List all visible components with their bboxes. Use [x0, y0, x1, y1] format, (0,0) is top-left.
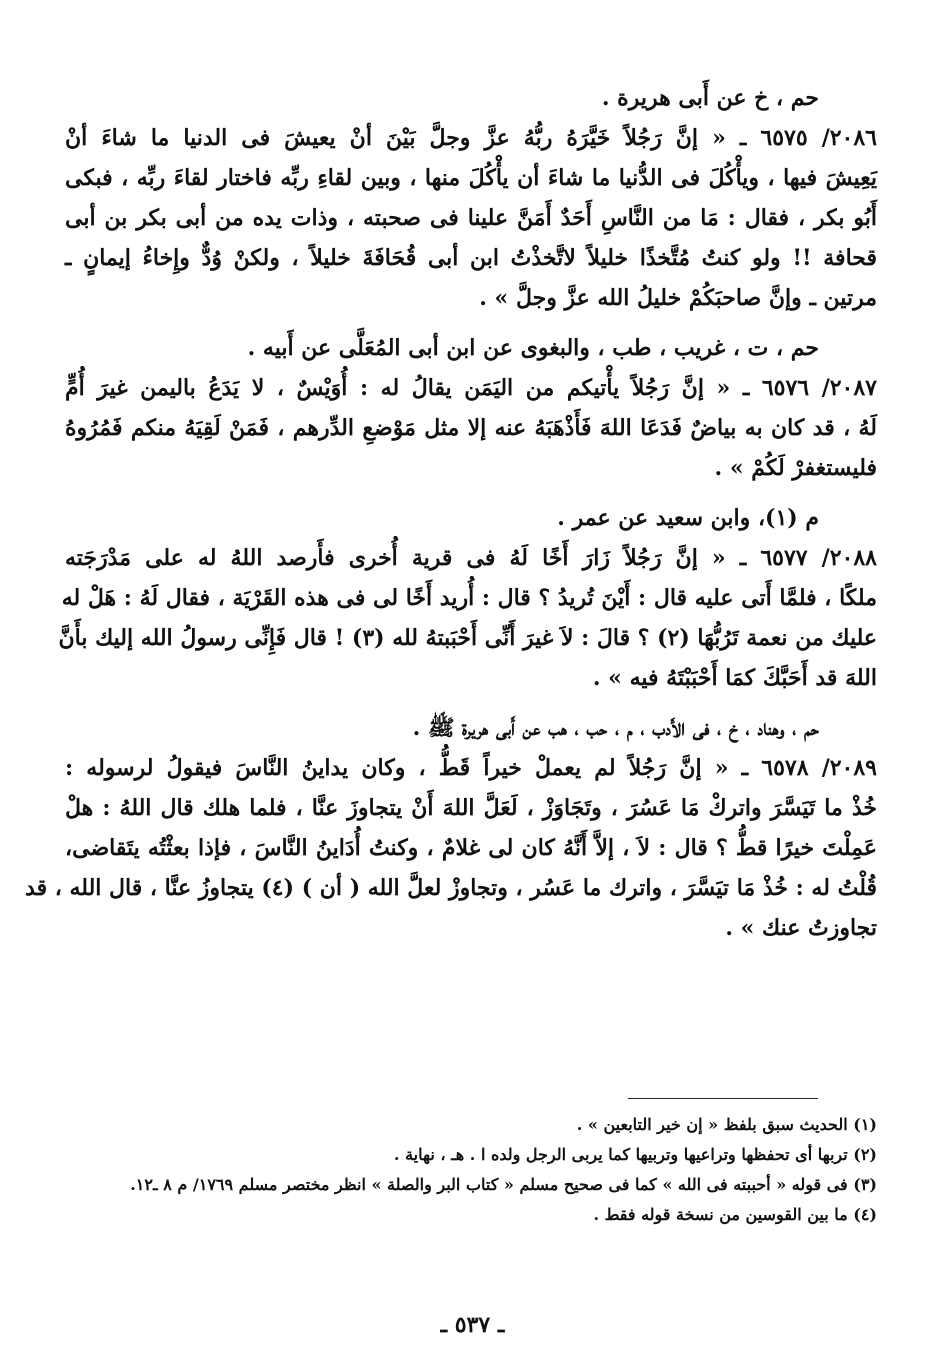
hadith-2089-line: ٢٠٨٩/ ٦٥٧٨ ـ « إنَّ رَجُلاً لم يعملْ خيراً قَطُّ ، وكان يداينُ النَّاسَ فيقولُ لرسوله :: [65, 755, 877, 781]
source-line: م (١)، وابن سعيد عن عمر .: [557, 505, 819, 531]
hadith-2089-line: خُذْ ما تَيَسَّرَ واتركْ مَا عَسُرَ ، وتَجَاوَزْ ، لَعَلَّ اللهَ أَنْ يتجاوزَ عنَّا ، فلما هلك قال اللهُ : هلْ: [65, 795, 877, 821]
footnotes: [65, 1110, 877, 1230]
hadith-text-body: [25, 78, 877, 948]
footnote-3: (٣) فى قوله « أحببته فى الله » كما فى صحيح مسلم « كتاب البر والصلة » انظر مختصر مسلم ١٧٦٩/ م ٨ ـ١٢.: [130, 1175, 877, 1194]
source-line: حم ، ت ، غريب ، طب ، والبغوى عن ابن أبى المُعَلَّى عن أَبيه .: [247, 335, 819, 361]
hadith-2089-line: قُلْتُ له : خُذْ مَا تيَسَّرَ ، واترك ما عَسُر ، وتجاوزْ لعلَّ الله ( أن ) (٤) يتجاوزُ عنَّا ، قال الله ، قد: [25, 875, 877, 901]
hadith-2088-line: اللهَ قد أَحَبَّكَ كمَا أَحْبَبْتَهُ فيه » .: [592, 665, 877, 691]
hadith-2087-line: ٢٠٨٧/ ٦٥٧٦ ـ « إنَّ رَجُلاً يأْتيكم من اليَمَن يقالُ له : أُوَيْسٌ ، لا يَدَعُ باليمن غيرَ أُمٍّ: [65, 375, 877, 401]
hadith-2088-line: عليك من نعمة تَرُبُّهَا (٢) ؟ قالَ : لاَ غيرَ أَنِّى أَحْبَبتهُ لله (٣) ! قال فَإِنِّى رسولُ الله إليك بأَنَّ: [58, 625, 877, 651]
hadith-2088-line: ٢٠٨٨/ ٦٥٧٧ ـ « إنَّ رَجُلاً زَارَ أَخًا لَهُ فى قرية أُخرى فأَرصد اللهُ له على مَدْرَجَته: [65, 545, 877, 571]
hadith-2086-line: أَبُو بكر ، فقال : مَا من النَّاسِ أَحَدٌ أَمَنَّ علينا فى صحبته ، وذات يده من أبى بكر بن أبى: [65, 205, 877, 231]
hadith-2088-line: ملكًا ، فلمَّا أَتى عليه قال : أَيْنَ تُريدُ ؟ قال : أُريد أَخًا لى فى هذه القَرْيَة ، فقال لَهُ : هَلْ له: [61, 585, 877, 611]
hadith-2086-line: يَعِيشَ فيها ، ويأْكُلَ فى الدُّنيا ما شاءَ أن يأْكُلَ منها ، وبين لقاءِ ربِّه فاختار لقاءَ ربِّه ، فبكى: [65, 165, 877, 191]
hadith-2086-line: قحافة !! ولو كنتُ مُتَّخذًا خليلاً لاتَّخذْتُ ابن أبى قُحَافَةَ خليلاً ، ولكنْ وُدٌّ وإِخاءُ إيمانٍ ـ: [65, 245, 877, 271]
hadith-2087-line: لَهُ ، قد كان به بياضٌ فَدَعَا اللهَ فَأَذْهَبَهُ عنه إلا مثل مَوْضعِ الدِّرهم ، فَمَنْ لَقِيَهُ منكم فَمُرُوهُ: [65, 415, 877, 441]
footnote-2: (٢) تربها أى تحفظها وتراعيها وتربيها كما يربى الرجل ولده ا . هـ ، نهاية .: [393, 1145, 877, 1164]
hadith-2086-line: مرتين ـ وإنَّ صاحبَكُمْ خليلُ الله عزَّ وجلَّ » .: [479, 285, 877, 311]
footnote-4: (٤) ما بين القوسين من نسخة قوله فقط .: [593, 1205, 877, 1224]
hadith-2089-line: عَمِلْتَ خيرًا قطُّ ؟ قال : لاَ ، إلاَّ أَنَّهُ كان لى غلامٌ ، وكنتُ أُدَاينُ النَّاسَ ، فإذا بعثْتُه يتَقاضى،: [65, 835, 877, 861]
hadith-2089-line: تجاوزتُ عنك » .: [725, 915, 877, 941]
page-number: ـ ٥٣٧ ـ: [440, 1312, 505, 1338]
footnote-separator: [628, 1098, 818, 1099]
hadith-2087-line: فليستغفرْ لَكُمْ » .: [714, 455, 877, 481]
footnote-1: (١) الحديث سبق بلفظ « إن خير التابعين » .: [576, 1115, 877, 1134]
hadith-2086-line: ٢٠٨٦/ ٦٥٧٥ ـ « إنَّ رَجُلاً خَيَّرَهُ ربُّهُ عزَّ وجلَّ بَيْنَ أنْ يعيشَ فى الدنيا ما شاءَ أنْ: [65, 125, 877, 151]
source-line: حم ، خ عن أَبى هريرة .: [601, 85, 819, 111]
source-line: حم ، وهناد ، خ ، فى الأَدب ، م ، حب ، هب عن أَبى هريرة ﷺ .: [412, 715, 819, 741]
